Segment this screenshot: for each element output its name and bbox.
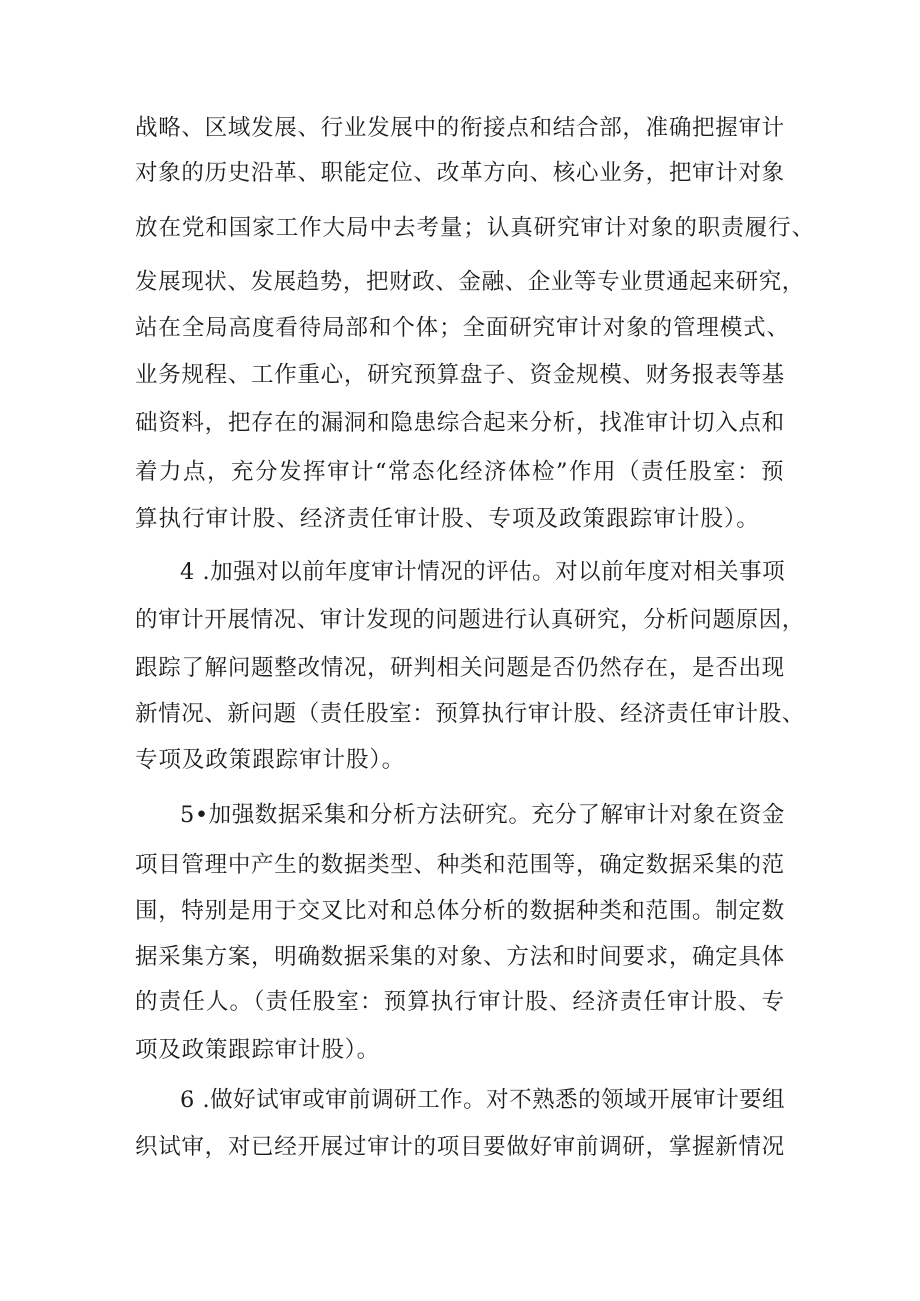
text-line: [0, 1127, 920, 1167]
text-line-content: 的责任人。（责任股室：预算执行审计股、经济责任审计股、专: [135, 989, 786, 1015]
text-line-content: 的审计开展情况、审计发现的问题进行认真研究，分析问题原因，: [135, 607, 805, 633]
text-line-content: 围，特别是用于交叉比对和总体分析的数据种类和范围。制定数: [135, 898, 785, 924]
text-line-content: 6 .做好试审或审前调研工作。对不熟悉的领域开展审计要组: [180, 1087, 786, 1113]
text-line: [0, 1030, 920, 1070]
text-line-content: 新情况、新问题（责任股室：预算执行审计股、经济责任审计股、: [135, 701, 805, 727]
text-line-content: 专项及政策跟踪审计股）。: [135, 747, 406, 773]
text-line-content: 跟踪了解问题整改情况，研判相关问题是否仍然存在，是否出现: [135, 655, 785, 681]
text-line-content: 项目管理中产生的数据类型、种类和范围等，确定数据采集的范: [135, 852, 785, 878]
text-line: [0, 108, 920, 148]
text-line-content: 站在全局高度看待局部和个体；全面研究审计对象的管理模式、: [135, 315, 790, 341]
text-line-content: 发展现状、发展趋势，把财政、金融、企业等专业贯通起来研究，: [135, 269, 805, 295]
text-line: [0, 648, 920, 688]
text-line-content: 算执行审计股、经济责任审计股、专项及政策跟踪审计股）。: [135, 506, 760, 532]
text-line-content: 4 .加强对以前年度审计情况的评估。对以前年度对相关事项: [180, 559, 786, 585]
text-line: [0, 891, 920, 931]
text-line: [0, 262, 920, 302]
text-line-content: 据采集方案，明确数据采集的对象、方法和时间要求，确定具体: [135, 944, 785, 970]
text-line: [0, 499, 920, 539]
text-line-content: 织试审，对已经开展过审计的项目要做好审前调研，掌握新情况: [135, 1134, 785, 1160]
text-line-content: 础资料，把存在的漏洞和隐患综合起来分析，找准审计切入点和: [135, 410, 785, 436]
text-line-content: 放在党和国家工作大局中去考量；认真研究审计对象的职责履行、: [135, 215, 816, 241]
text-line: [0, 740, 920, 780]
text-line: [0, 600, 920, 640]
text-line: [0, 552, 920, 592]
text-line-content: 项及政策跟踪审计股）。: [135, 1037, 380, 1063]
text-line: [0, 208, 920, 248]
text-line: [0, 403, 920, 443]
text-line: [0, 937, 920, 977]
text-line-content: 着力点，充分发挥审计“常态化经济体检”作用（责任股室：预: [135, 459, 786, 485]
text-line-content: 业务规程、工作重心，研究预算盘子、资金规模、财务报表等基: [135, 362, 785, 388]
text-line: [0, 982, 920, 1022]
text-line: [0, 795, 920, 835]
text-line: [0, 1080, 920, 1120]
text-line-content: 战略、区域发展、行业发展中的衔接点和结合部，准确把握审计: [135, 115, 785, 141]
text-line: [0, 355, 920, 395]
text-line: [0, 153, 920, 193]
text-line: [0, 308, 920, 348]
text-line-content: 5•加强数据采集和分析方法研究。充分了解审计对象在资金: [180, 802, 785, 828]
text-line: [0, 452, 920, 492]
text-line: [0, 694, 920, 734]
text-line-content: 对象的历史沿革、职能定位、改革方向、核心业务，把审计对象: [135, 160, 785, 186]
text-line: [0, 845, 920, 885]
